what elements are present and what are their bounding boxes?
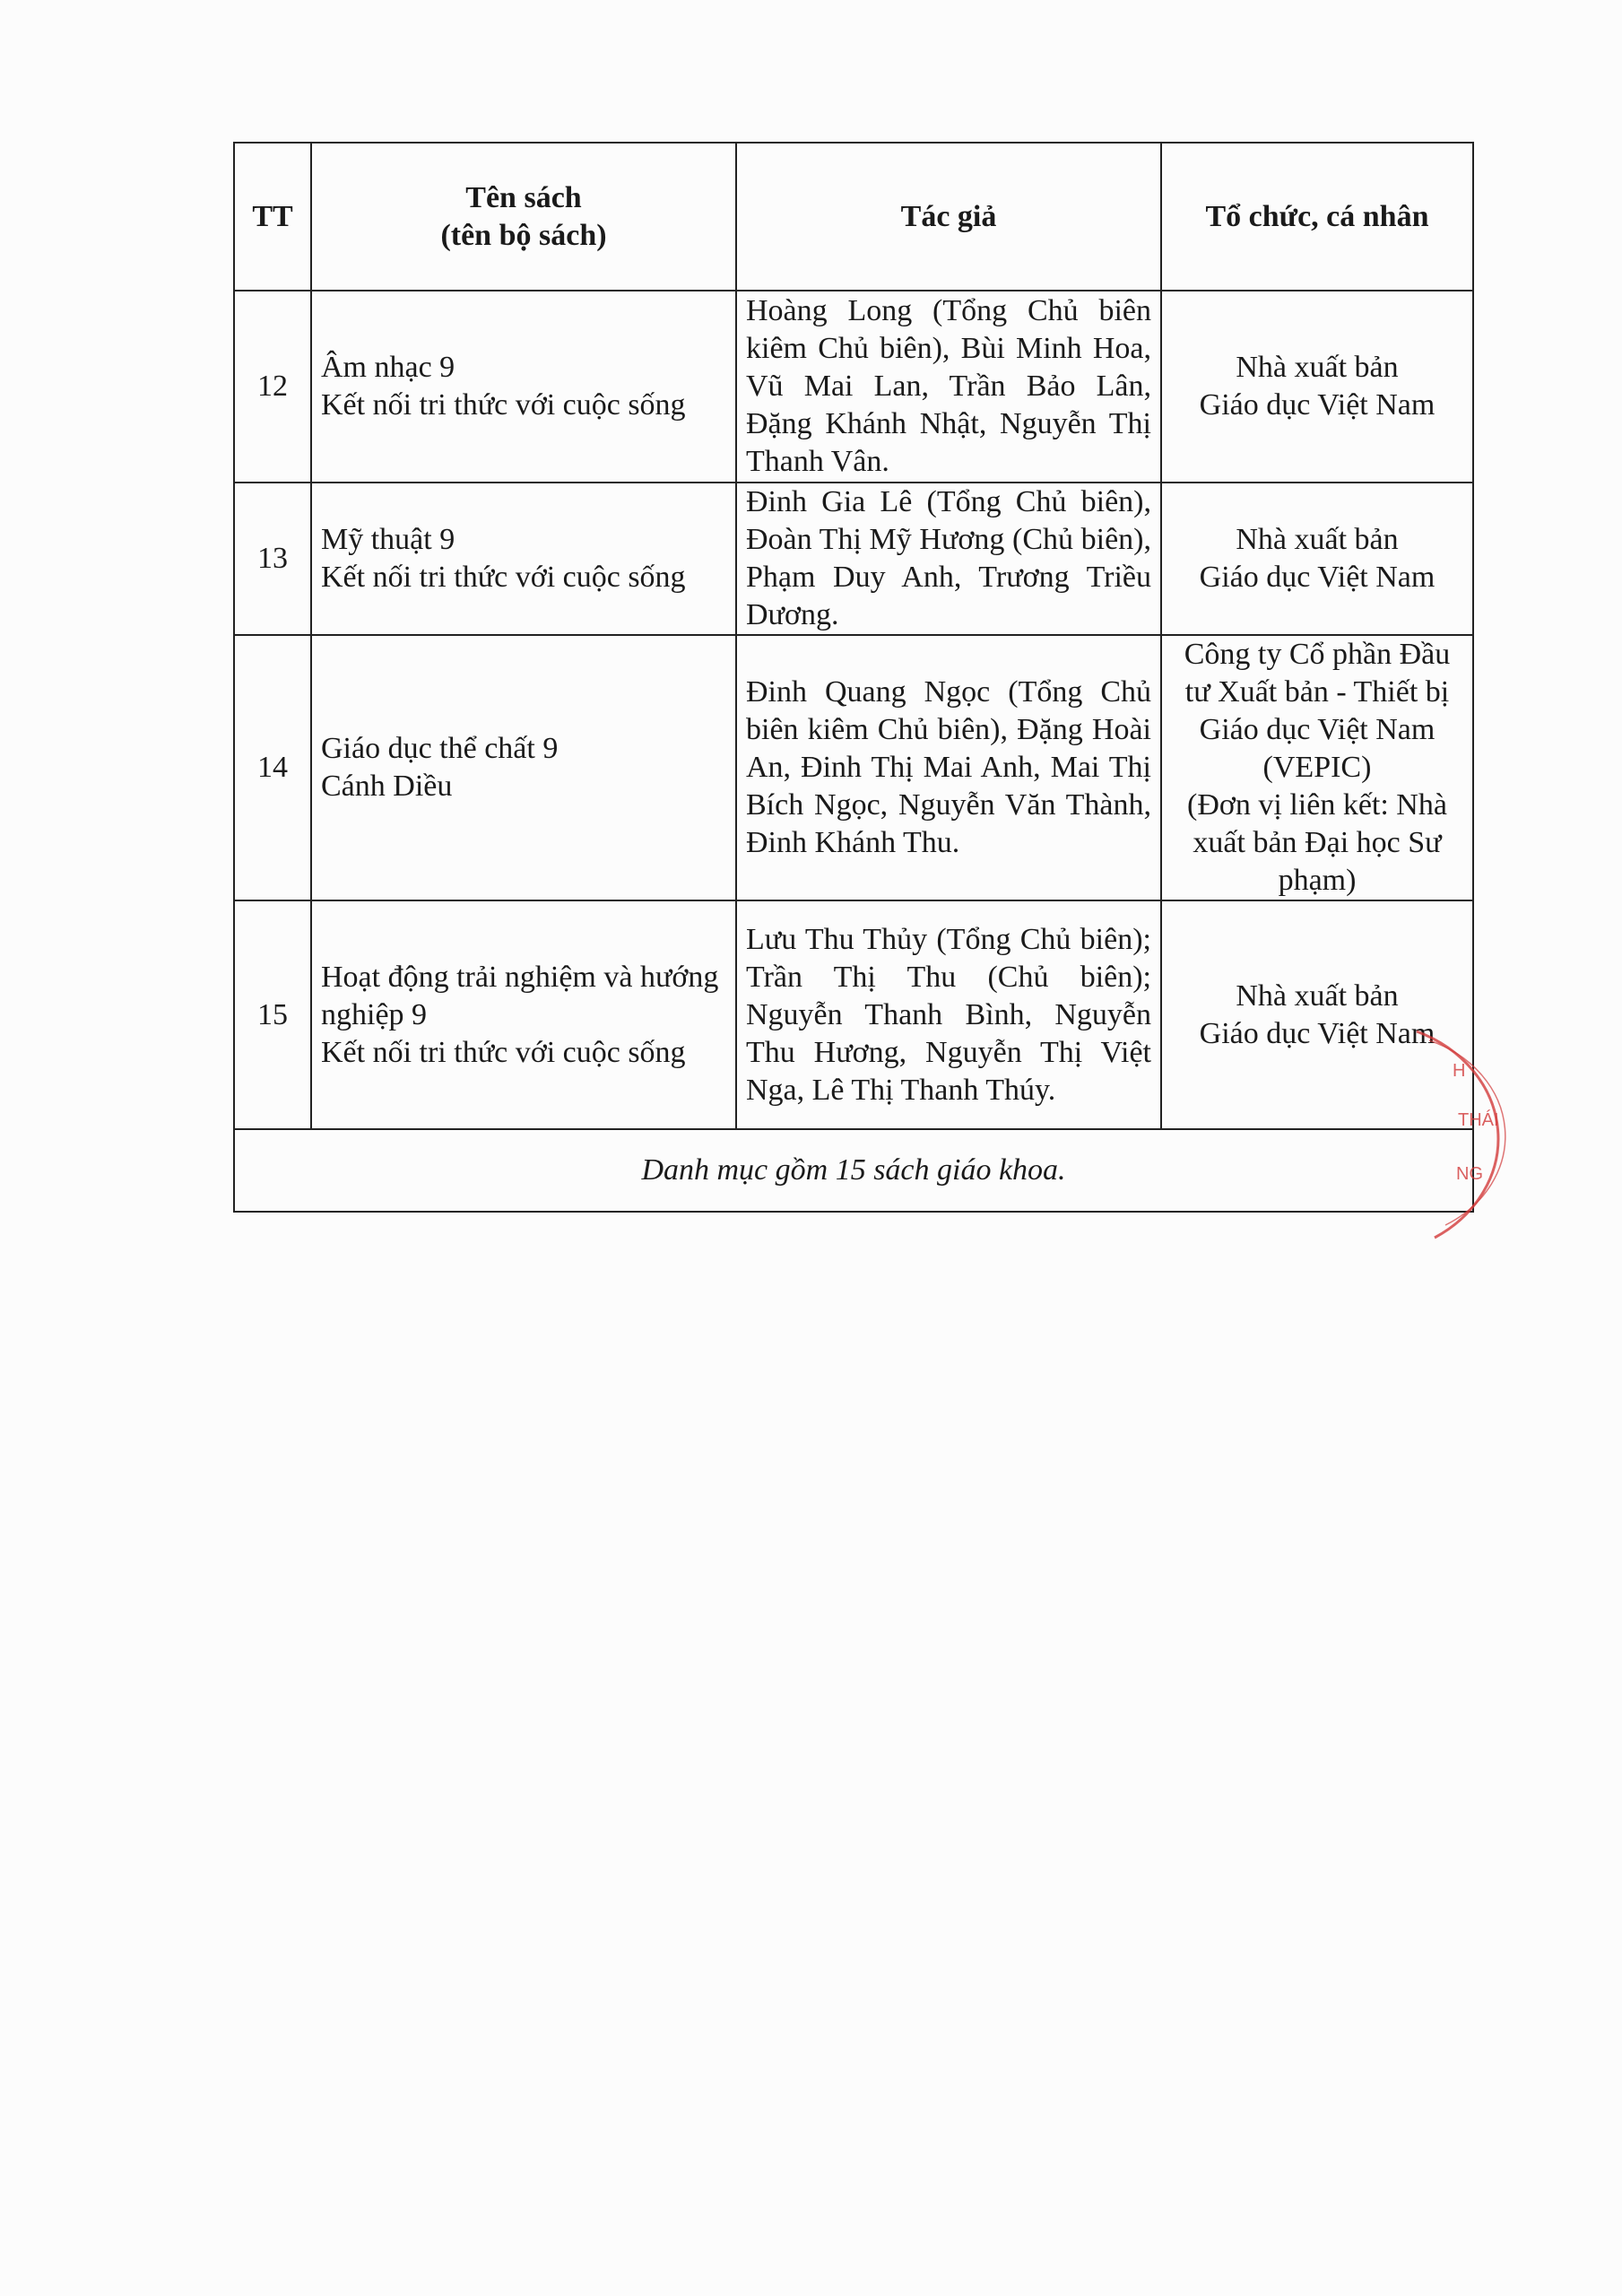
table-row [234, 483, 1473, 635]
header-book-name [311, 143, 736, 291]
book-title: Mỹ thuật 9 [321, 523, 455, 556]
header-organization: Tổ chức, cá nhân [1161, 143, 1473, 291]
table-row [234, 291, 1473, 483]
organization-line1: Nhà xuất bản [1236, 523, 1399, 556]
book-name-cell [311, 900, 736, 1129]
organization-line2: (Đơn vị liên kết: Nhà xuất bản Đại học Sư phạm) [1187, 788, 1447, 897]
organization-cell [1161, 483, 1473, 635]
book-title: Giáo dục thể chất 9 [321, 732, 559, 765]
row-number: 14 [234, 635, 311, 900]
book-series: Cánh Diều [321, 770, 453, 803]
row-number: 13 [234, 483, 311, 635]
author-cell: Hoàng Long (Tổng Chủ biên kiêm Chủ biên), Bùi Minh Hoa, Vũ Mai Lan, Trần Bảo Lân, Đặng Khánh Nhật, Nguyễn Thị Thanh Vân. [736, 291, 1161, 483]
author-cell: Đinh Gia Lê (Tổng Chủ biên), Đoàn Thị Mỹ Hương (Chủ biên), Phạm Duy Anh, Trương Triều Dương. [736, 483, 1161, 635]
organization-cell [1161, 900, 1473, 1129]
header-author: Tác giả [736, 143, 1161, 291]
book-series: Kết nối tri thức với cuộc sống [321, 1035, 686, 1069]
organization-line2: Giáo dục Việt Nam [1199, 388, 1436, 422]
table-row [234, 635, 1473, 900]
book-name-cell [311, 291, 736, 483]
textbook-list-table [233, 142, 1474, 1213]
table-header-row [234, 143, 1473, 291]
organization-cell [1161, 291, 1473, 483]
organization-line1: Nhà xuất bản [1236, 978, 1399, 1013]
header-tt: TT [234, 143, 311, 291]
row-number: 12 [234, 291, 311, 483]
header-book-name-line1: Tên sách [465, 180, 582, 214]
author-cell: Lưu Thu Thủy (Tổng Chủ biên); Trần Thị Thu (Chủ biên); Nguyễn Thanh Bình, Nguyễn Thu Hương, Nguyễn Thị Việt Nga, Lê Thị Thanh Thúy. [736, 900, 1161, 1129]
book-title: Hoạt động trải nghiệm và hướng nghiệp 9 [321, 960, 719, 1031]
book-name-cell [311, 483, 736, 635]
svg-text:NG: NG [1456, 1164, 1483, 1184]
header-book-name-line2: (tên bộ sách) [440, 218, 607, 252]
organization-line1: Công ty Cổ phần Đầu tư Xuất bản - Thiết bị Giáo dục Việt Nam (VEPIC) [1184, 638, 1451, 784]
svg-text:H: H [1453, 1061, 1466, 1081]
book-series: Kết nối tri thức với cuộc sống [321, 388, 686, 422]
book-name-cell [311, 635, 736, 900]
table-footer-row [234, 1129, 1473, 1212]
table-row [234, 900, 1473, 1129]
svg-text:THÁI: THÁI [1458, 1110, 1499, 1130]
organization-line2: Giáo dục Việt Nam [1199, 1016, 1436, 1050]
table-footer-note: Danh mục gồm 15 sách giáo khoa. [234, 1129, 1473, 1212]
book-series: Kết nối tri thức với cuộc sống [321, 561, 686, 594]
author-cell: Đinh Quang Ngọc (Tổng Chủ biên kiêm Chủ biên), Đặng Hoài An, Đinh Thị Mai Anh, Mai Thị Bích Ngọc, Nguyễn Văn Thành, Đinh Khánh Thu. [736, 635, 1161, 900]
book-title: Âm nhạc 9 [321, 351, 455, 384]
organization-cell [1161, 635, 1473, 900]
organization-line2: Giáo dục Việt Nam [1199, 561, 1436, 594]
row-number: 15 [234, 900, 311, 1129]
organization-line1: Nhà xuất bản [1236, 351, 1399, 384]
